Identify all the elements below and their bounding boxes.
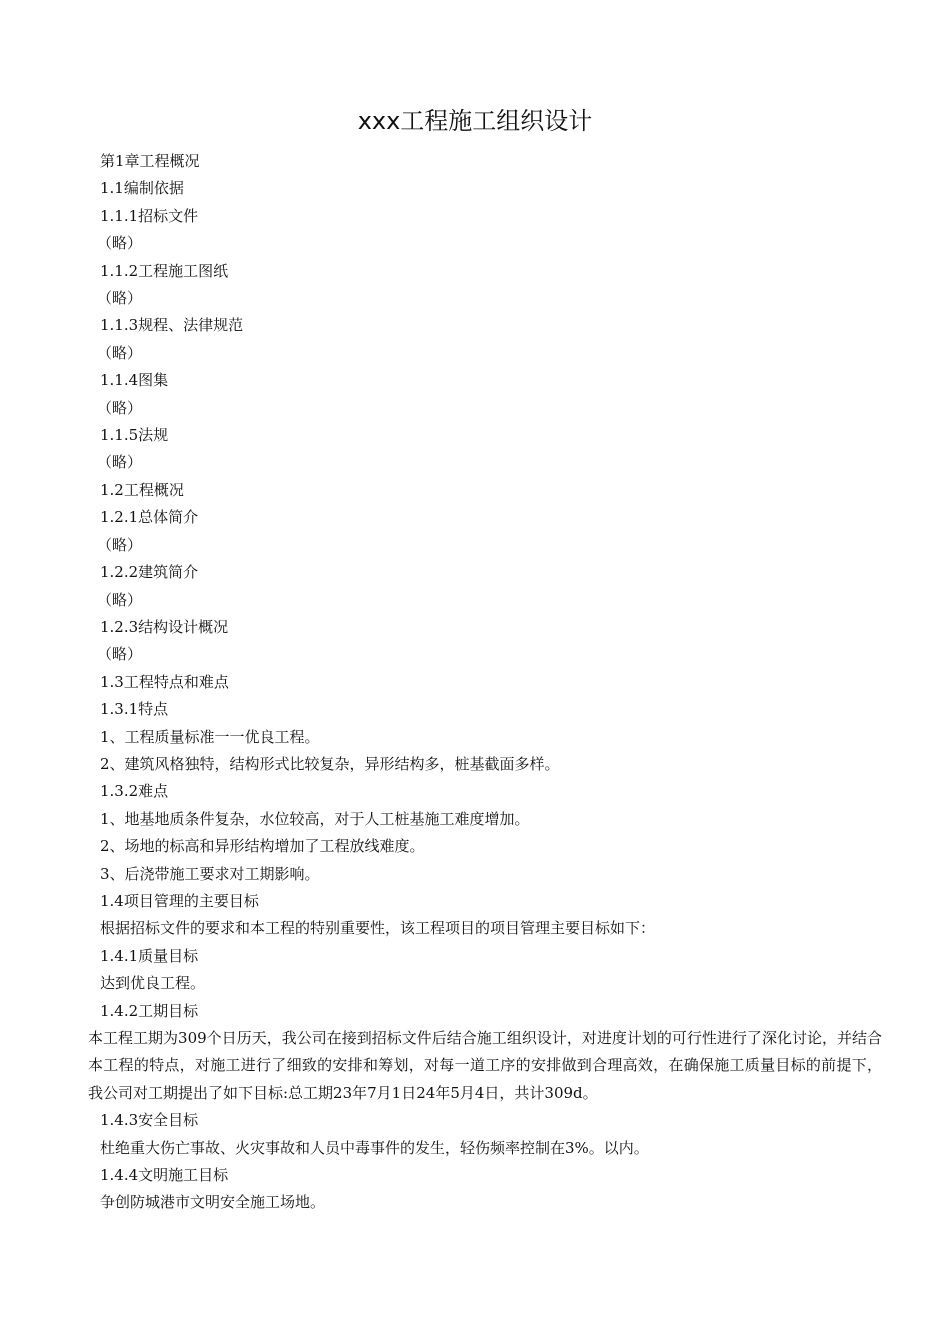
subsection-heading: 1.1.2工程施工图纸 xyxy=(100,261,229,280)
section-heading: 1.2工程概况 xyxy=(100,480,184,499)
schedule-paragraph: 本工程工期为309个日历天，我公司在接到招标文件后结合施工组织设计，对进度计划的可行性进行了深化讨论，并结合本工程的特点，对施工进行了细致的安排和筹划，对每一道工序的安排做到合理高效，在确保施工质量目标的前提下，我公司对工期提出了如下目标:总工期23年7月1日24年5月4日，共计309d。 xyxy=(88,1029,882,1102)
omitted-text: （略） xyxy=(97,535,143,554)
subsection-heading: 1.3.2难点 xyxy=(100,782,169,801)
list-item: 3、后浇带施工要求对工期影响。 xyxy=(100,864,320,883)
omitted-text: （略） xyxy=(97,590,143,609)
omitted-text: （略） xyxy=(97,343,143,362)
subsection-heading: 1.2.2建筑简介 xyxy=(100,563,199,582)
chapter-heading: 第1章工程概况 xyxy=(100,152,200,170)
omitted-text: （略） xyxy=(97,398,143,417)
body-text: 争创防城港市文明安全施工场地。 xyxy=(100,1193,326,1212)
subsection-heading: 1.4.4文明施工目标 xyxy=(100,1166,229,1185)
subsection-heading: 1.4.1质量目标 xyxy=(100,946,199,965)
subsection-heading: 1.4.2工期目标 xyxy=(100,1001,199,1020)
subsection-heading: 1.3.1特点 xyxy=(100,700,169,719)
list-item: 1、地基地质条件复杂，水位较高，对于人工桩基施工难度增加。 xyxy=(100,809,530,828)
body-text: 达到优良工程。 xyxy=(100,974,206,993)
subsection-heading: 1.4.3安全目标 xyxy=(100,1111,199,1130)
list-item: 2、建筑风格独特，结构形式比较复杂，异形结构多，桩基截面多样。 xyxy=(100,754,560,773)
subsection-heading: 1.1.3规程、法律规范 xyxy=(100,316,244,335)
omitted-text: （略） xyxy=(97,645,143,664)
subsection-heading: 1.1.5法规 xyxy=(100,426,169,445)
omitted-text: （略） xyxy=(97,453,143,472)
document-body xyxy=(88,148,882,1217)
list-item: 2、场地的标高和异形结构增加了工程放线难度。 xyxy=(100,837,425,856)
section-heading: 1.1编制依据 xyxy=(100,179,184,198)
document-title: xxx工程施工组织设计 xyxy=(357,107,593,135)
omitted-text: （略） xyxy=(97,234,143,253)
subsection-heading: 1.1.1招标文件 xyxy=(100,206,199,225)
list-item: 1、工程质量标准一一优良工程。 xyxy=(100,727,320,746)
body-text: 根据招标文件的要求和本工程的特别重要性，该工程项目的项目管理主要目标如下： xyxy=(100,919,656,938)
subsection-heading: 1.2.3结构设计概况 xyxy=(100,617,229,636)
omitted-text: （略） xyxy=(97,289,143,308)
section-heading: 1.4项目管理的主要目标 xyxy=(100,891,259,910)
subsection-heading: 1.1.4图集 xyxy=(100,371,169,390)
section-heading: 1.3工程特点和难点 xyxy=(100,672,229,691)
body-text: 杜绝重大伤亡事故、火灾事故和人员中毒事件的发生，轻伤频率控制在3%。以内。 xyxy=(100,1138,649,1157)
subsection-heading: 1.2.1总体简介 xyxy=(100,508,199,527)
